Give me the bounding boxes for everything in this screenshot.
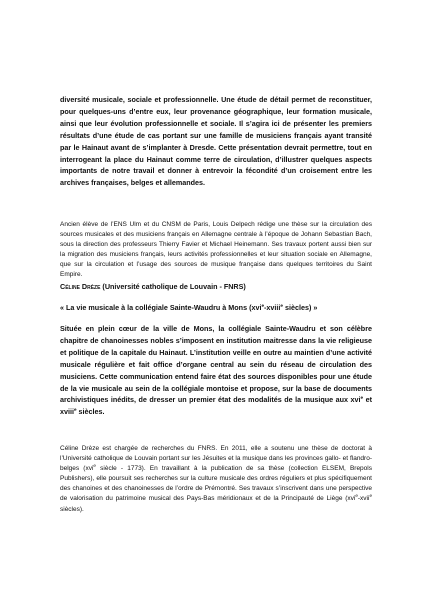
bio-text: Ancien élève de l’ENS Ulm et du CNSM de Paris, Louis Delpech rédige une thèse sur la circulation des sources musicales et des musiciens français en Allemagne centrale à l’époque de Johann Sebastian Bach, sous la direction des professeurs Thierry Favier et Michael Heinemann. Ses travaux portent aussi bien sur la migration des musiciens français, leurs activités professionnelles et leur situation sociale en Allemagne, que sur la circulation et l’usage des sources de musique française dans quelques territoires du Saint Empire. (60, 221, 372, 279)
author-affiliation: (Université catholique de Louvain - FNRS) (100, 282, 246, 291)
paragraph-sainte-waudru (60, 323, 372, 418)
author-bio-delpech (60, 220, 372, 281)
bio-text: Céline Drèze est chargée de recherches du FNRS. En 2011, elle a soutenu une thèse de doctorat à l’Université catholique de Louvain portant sur les Jésuites et la musique dans les provinces gallo- et flandro-belges (xvi$^e$ siècle - 1773). En travaillant à la publication de sa thèse (collection ELSEM, Brepols Publishers), elle poursuit ses recherches sur la culture musicale des ordres réguliers et plus spécifiquement des chanoines et des chanoinesses de l’ordre de Prémontré. Ses travaux s’inscrivent dans une perspective de valorisation du patrimoine musical des Pays-Bas méridionaux et de la Principauté de Liège (xvi$^e$-xvii$^e$ siècles). (60, 445, 372, 513)
author-heading-dreze (60, 281, 372, 292)
talk-title-dreze (60, 302, 372, 313)
author-line (60, 281, 372, 292)
paragraph-intro-continued (60, 94, 372, 189)
talk-title: « La vie musicale à la collégiale Sainte-Waudru à Mons (xvi$^e$-xviii$^e$ siècles) » (60, 303, 318, 312)
paragraph-text: diversité musicale, sociale et professionnelle. Une étude de détail permet de reconstituer, pour quelques-uns d’entre eux, leur provenance géographique, leur formation musicale, ainsi que leur évolution professionnelle et sociale. Il s’agira ici de présenter les premiers résultats d’une étude de cas portant sur une famille de musiciens français ayant transité par le Hainaut avant de s’implanter à Dresde. Cette présentation devrait permettre, tout en interrogeant la place du Hainaut comme terre de circulation, d’illustrer quelques aspects importants de notre travail et donner à entrevoir la fécondité d’un croisement entre les archives françaises, belges et allemandes. (60, 95, 372, 188)
paragraph-text: Située en plein cœur de la ville de Mons, la collégiale Sainte-Waudru et son célèbre chapitre de chanoinesses nobles s’imposent en institution maitresse dans la vie religieuse et politique de la capitale du Hainaut. L’institution veille en outre au maintien d’une activité musicale régulière et fait office d’organe central au sein du réseau de circulation des musiciens. Cette communication entend faire état des sources disponibles pour une étude de la vie musicale au sein de la collégiale montoise et propose, sur la base de documents archivistiques inédits, de dresser un premier état des modalités de la musique aux xvi$^e$ et xviii$^e$ siècles. (60, 324, 373, 417)
author-bio-dreze (60, 444, 372, 515)
author-name: Céline Drèze (60, 282, 101, 291)
